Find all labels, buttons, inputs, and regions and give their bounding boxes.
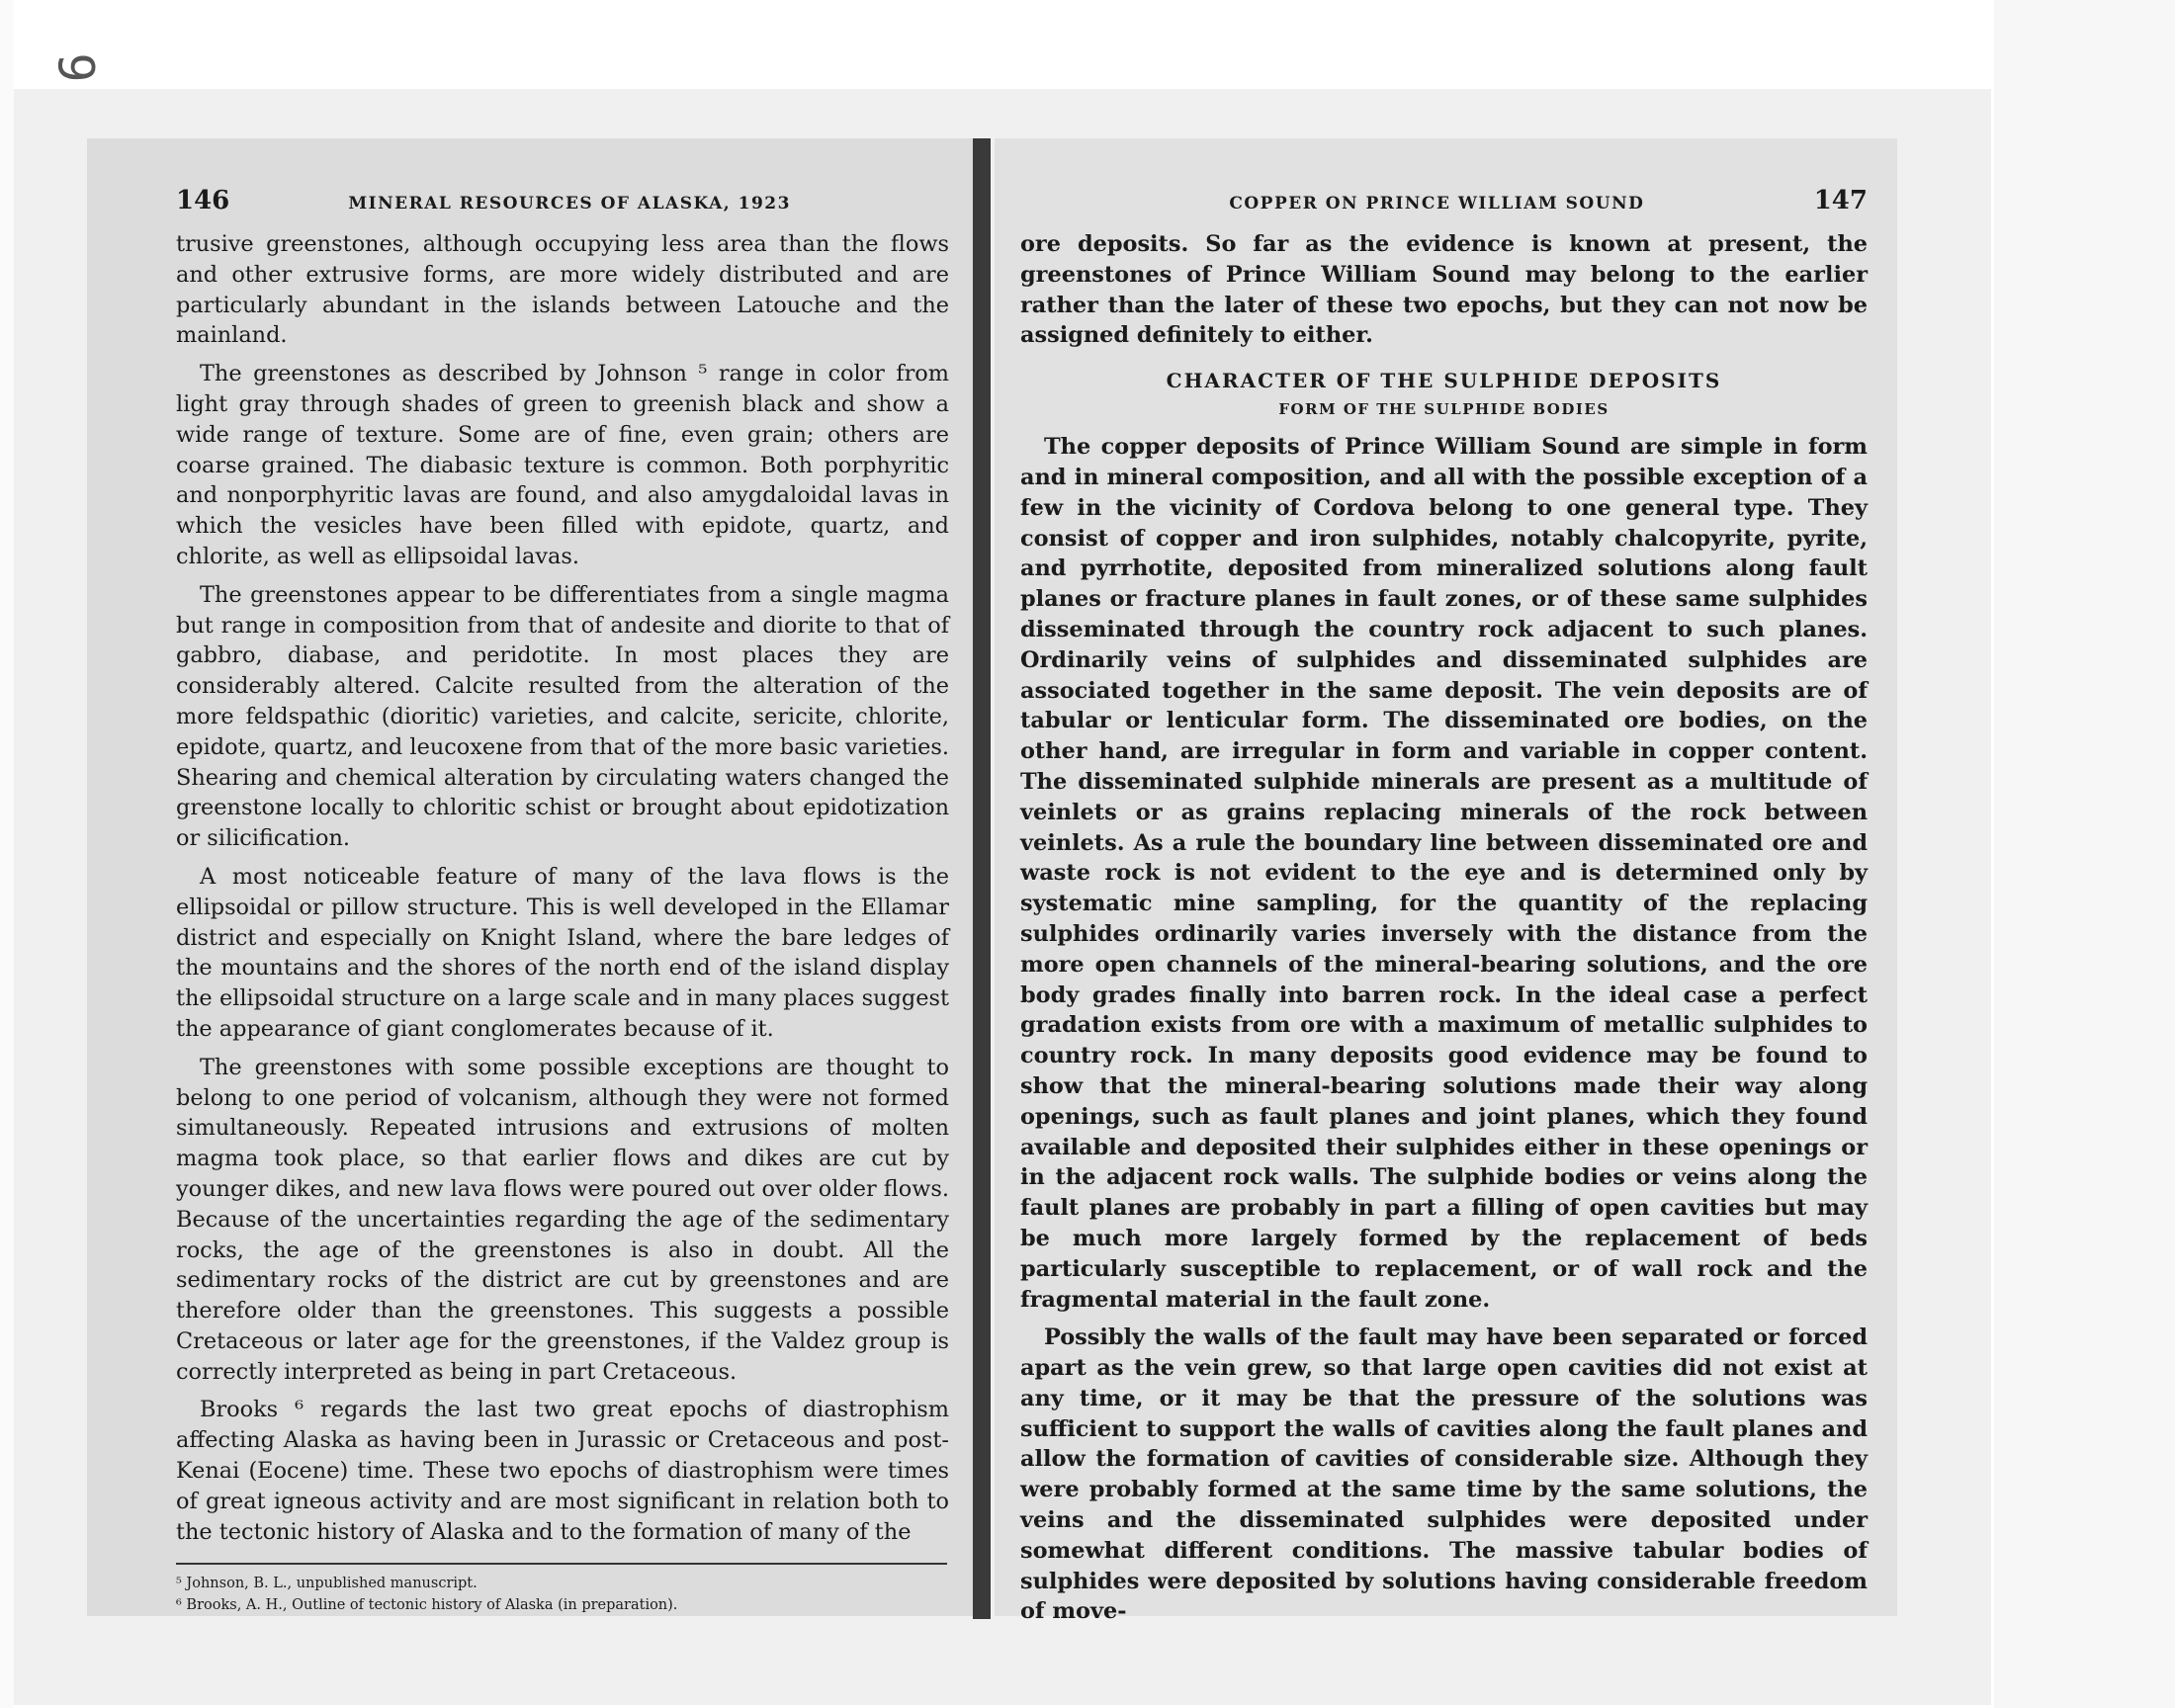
paragraph: Possibly the walls of the fault may have been separated or forced apart as the vein grew, so that large open cavities did not exist at any time, or it may be that the pressure of the solutions was sufficient to support the walls of cavities along the fault planes and allow the formation of cavities of considerable size. Although they were probably formed at the same time by the same solutions, the veins and the disseminated sulphides were deposited under somewhat different conditions. The massive tabular bodies of sulphides were deposited by solutions having considerable freedom of move- xyxy=(1020,1324,1868,1625)
running-head xyxy=(176,186,949,215)
page-gutter xyxy=(973,138,991,1619)
paragraph: The greenstones as described by Johnson ⁵ range in color from light gray through shades of green to greenish black and show a wide range of texture. Some are of fine, even grain; others are coarse grained. The diabasic texture is common. Both porphyritic and nonporphyritic lavas are found, and also amygdaloidal lavas in which the vesicles have been filled with epidote, quartz, and chlorite, as well as ellipsoidal lavas. xyxy=(176,361,949,569)
film-edge-right xyxy=(1994,0,2175,1708)
section-subheading: FORM OF THE SULPHIDE BODIES xyxy=(1278,400,1610,419)
film-edge-left xyxy=(0,0,14,1708)
right-page xyxy=(995,138,1897,1625)
footnote: ⁵ Johnson, B. L., unpublished manuscript. xyxy=(176,1576,478,1592)
paragraph: A most noticeable feature of many of the lava flows is the ellipsoidal or pillow structure. This is well developed in the Ellamar district and especially on Knight Island, where the bare ledges of the mountains and the shores of the north end of the island display the ellipsoidal structure on a large scale and in many places suggest the appearance of giant conglomerates because of it. xyxy=(176,863,949,1042)
footnote-rule xyxy=(176,1563,947,1565)
left-page xyxy=(87,138,975,1616)
running-head xyxy=(1020,186,1868,215)
paragraph: The greenstones with some possible exceptions are thought to belong to one period of volcanism, although they were not formed simultaneously. Repeated intrusions and extrusions of molten magma took place, so that earlier flows and dikes are cut by younger dikes, and new lava flows were poured out over older flows. Because of the uncertainties regarding the age of the sedimentary rocks, the age of the greenstones is also in doubt. All the sedimentary rocks of the district are cut by greenstones and are therefore older than the greenstones. This suggests a possible Cretaceous or later age for the greenstones, if the Valdez group is correctly interpreted as being in part Cretaceous. xyxy=(176,1054,949,1385)
paragraph: trusive greenstones, although occupying less area than the flows and other extrusive forms, are more widely distributed and are particularly abundant in the islands between Latouche and the mainland. xyxy=(176,231,949,349)
running-title: COPPER ON PRINCE WILLIAM SOUND xyxy=(1229,194,1645,214)
paragraph: Brooks ⁶ regards the last two great epochs of diastrophism affecting Alaska as having been in Jurassic or Cretaceous and post-Kenai (Eocene) time. These two epochs of diastrophism were times of great igneous activity and are most significant in relation both to the tectonic history of Alaska and to the formation of many of the xyxy=(176,1397,949,1545)
paragraph: ore deposits. So far as the evidence is known at present, the greenstones of Prince William Sound may belong to the earlier rather than the later of these two epochs, but they can not now be assigned definitely to either. xyxy=(1020,231,1868,349)
running-title: MINERAL RESOURCES OF ALASKA, 1923 xyxy=(348,194,791,214)
paragraph: The copper deposits of Prince William Sound are simple in form and in mineral composition, and all with the possible exception of a few in the vicinity of Cordova belong to one general type. They consist of copper and iron sulphides, notably chalcopyrite, pyrite, and pyrrhotite, deposited from mineralized solutions along fault planes or fracture planes in fault zones, or of these same sulphides disseminated through the country rock adjacent to such planes. Ordinarily veins of sulphides and disseminated sulphides are associated together in the same deposit. The vein deposits are of tabular or lenticular form. The disseminated ore bodies, on the other hand, are irregular in form and variable in copper content. The disseminated sulphide minerals are present as a multitude of veinlets or as grains replacing minerals of the rock between veinlets. As a rule the boundary line between disseminated ore and waste rock is not evident to the eye and is determined only by systematic mine sampling, for the quantity of the replacing sulphides ordinarily varies inversely with the distance from the more open channels of the mineral-bearing solutions, and the ore body grades finally into barren rock. In the ideal case a perfect gradation exists from ore with a maximum of metallic sulphides to country rock. In many deposits good evidence may be found to show that the mineral-bearing solutions made their way along openings, such as fault planes and joint planes, which they found available and deposited their sulphides either in these openings or in the adjacent rock walls. The sulphide bodies or veins along the fault planes are probably in part a filling of open cavities but may be much more largely formed by the replacement of beds particularly susceptible to replacement, or of wall rock and the fragmental material in the fault zone. xyxy=(1020,434,1868,1313)
section-heading: CHARACTER OF THE SULPHIDE DEPOSITS xyxy=(1166,369,1722,393)
footnote: ⁶ Brooks, A. H., Outline of tectonic history of Alaska (in preparation). xyxy=(176,1597,678,1614)
page-number: 147 xyxy=(1813,186,1868,215)
page-number: 146 xyxy=(176,186,230,215)
paragraph: The greenstones appear to be differentiates from a single magma but range in composition from that of andesite and diorite to that of gabbro, diabase, and peridotite. In most places they are considerably altered. Calcite resulted from the alteration of the more feldspathic (dioritic) varieties, and calcite, sericite, chlorite, epidote, quartz, and leucoxene from that of the more basic varieties. Shearing and chemical alteration by circulating waters changed the greenstone locally to chloritic schist or brought about epidotization or silicification. xyxy=(176,581,949,852)
